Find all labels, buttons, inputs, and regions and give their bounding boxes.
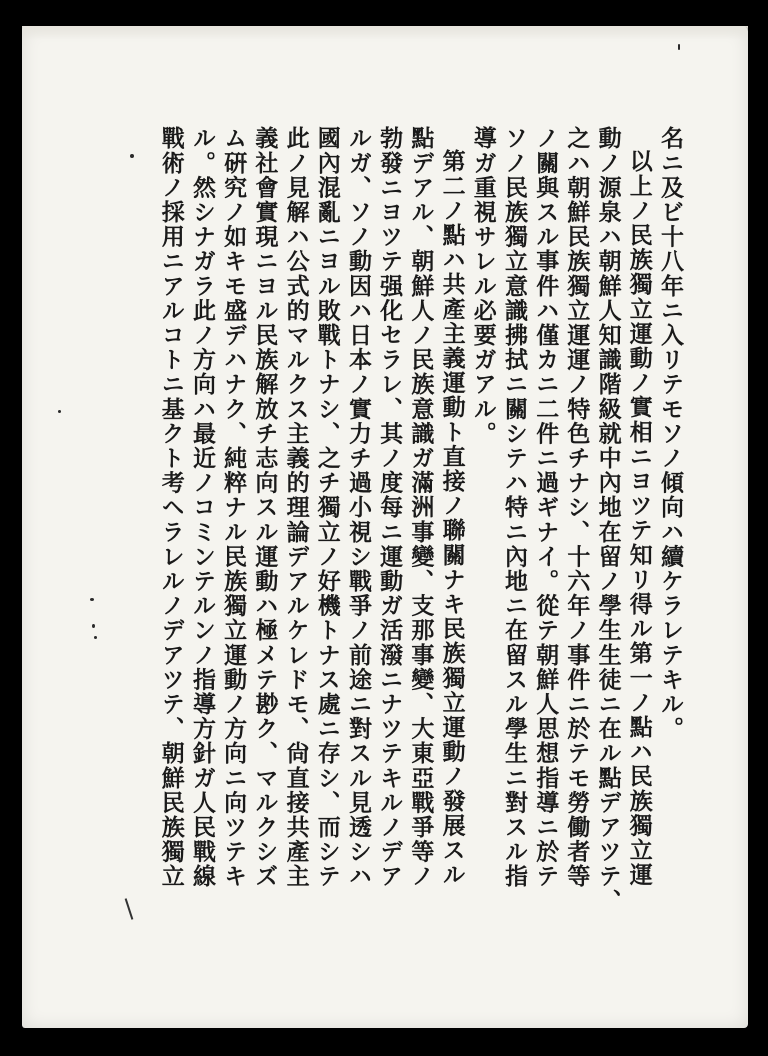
text-line: ル。然シナガラ此ノ方向ハ最近ノコミンテルンノ指導方針ガ人民戰線 [188,126,216,889]
text-line: 勃發ニヨツテ强化セラレ、其ノ度每ニ運動ガ活潑ニナツテキルノデア [376,126,404,889]
text-line: ルガ、ソノ動因ハ日本ノ實力チ過小視シ戰爭ノ前途ニ對スル見透シハ [344,126,372,889]
text-line: 名ニ及ビ十八年ニ入リテモソノ傾向ハ續ケラレテキル。 [657,126,684,741]
document-page [22,26,748,1028]
text-line: ム硏究ノ如キモ盛デハナク、純粹ナル民族獨立運動ノ方向ニ向ツテキ [220,126,248,889]
vertical-text-body [156,126,686,966]
text-line: ノ關與スル事件ハ僅カニ二件ニ過ギナイ。從テ朝鮮人思想指導ニ於テ [532,126,560,889]
ink-speck [90,598,94,601]
ink-speck [678,44,680,50]
ink-speck [92,624,95,628]
text-line: 義社會實現ニヨル民族解放チ志向スル運動ハ極メテ尠ク、マルクシズ [251,126,279,889]
text-line: 國內混亂ニヨル敗戰トナシ、之チ獨立ノ好機トナス處ニ存シ、而シテ [313,126,341,889]
text-line: 戰術ノ採用ニアルコトニ基クト考ヘラレルノデアツテ、朝鮮民族獨立 [157,126,185,889]
text-line: 以上ノ民族獨立運動ノ實相ニヨツテ知リ得ル第一ノ點ハ民族獨立運 [625,149,653,887]
ink-speck [94,636,97,639]
ink-speck [58,410,61,413]
text-line: 導ガ重視サレル必要ガアル。 [469,126,497,446]
text-line: 點デアル、朝鮮人ノ民族意識ガ滿洲事變、支那事變、大東亞戰爭等ノ [407,126,435,889]
text-line: 之ハ朝鮮民族獨立運運ノ特色チナシ、十六年ノ事件ニ於テモ勞働者等 [563,126,591,889]
pen-mark [125,898,134,920]
text-line: 動ノ源泉ハ朝鮮人知識階級就中內地在留ノ學生生徒ニ在ル點デアツテ、 [594,126,622,914]
text-line: 第二ノ點ハ共產主義運動ト直接ノ聯關ナキ民族獨立運動ノ發展スル [438,149,466,887]
ink-speck [130,154,134,158]
text-line: ソノ民族獨立意識拂拭ニ關シテハ特ニ內地ニ在留スル學生ニ對スル指 [500,126,528,889]
text-line: 此ノ見解ハ公式的マルクス主義的理論デアルケレドモ、尙直接共產主 [282,126,310,889]
